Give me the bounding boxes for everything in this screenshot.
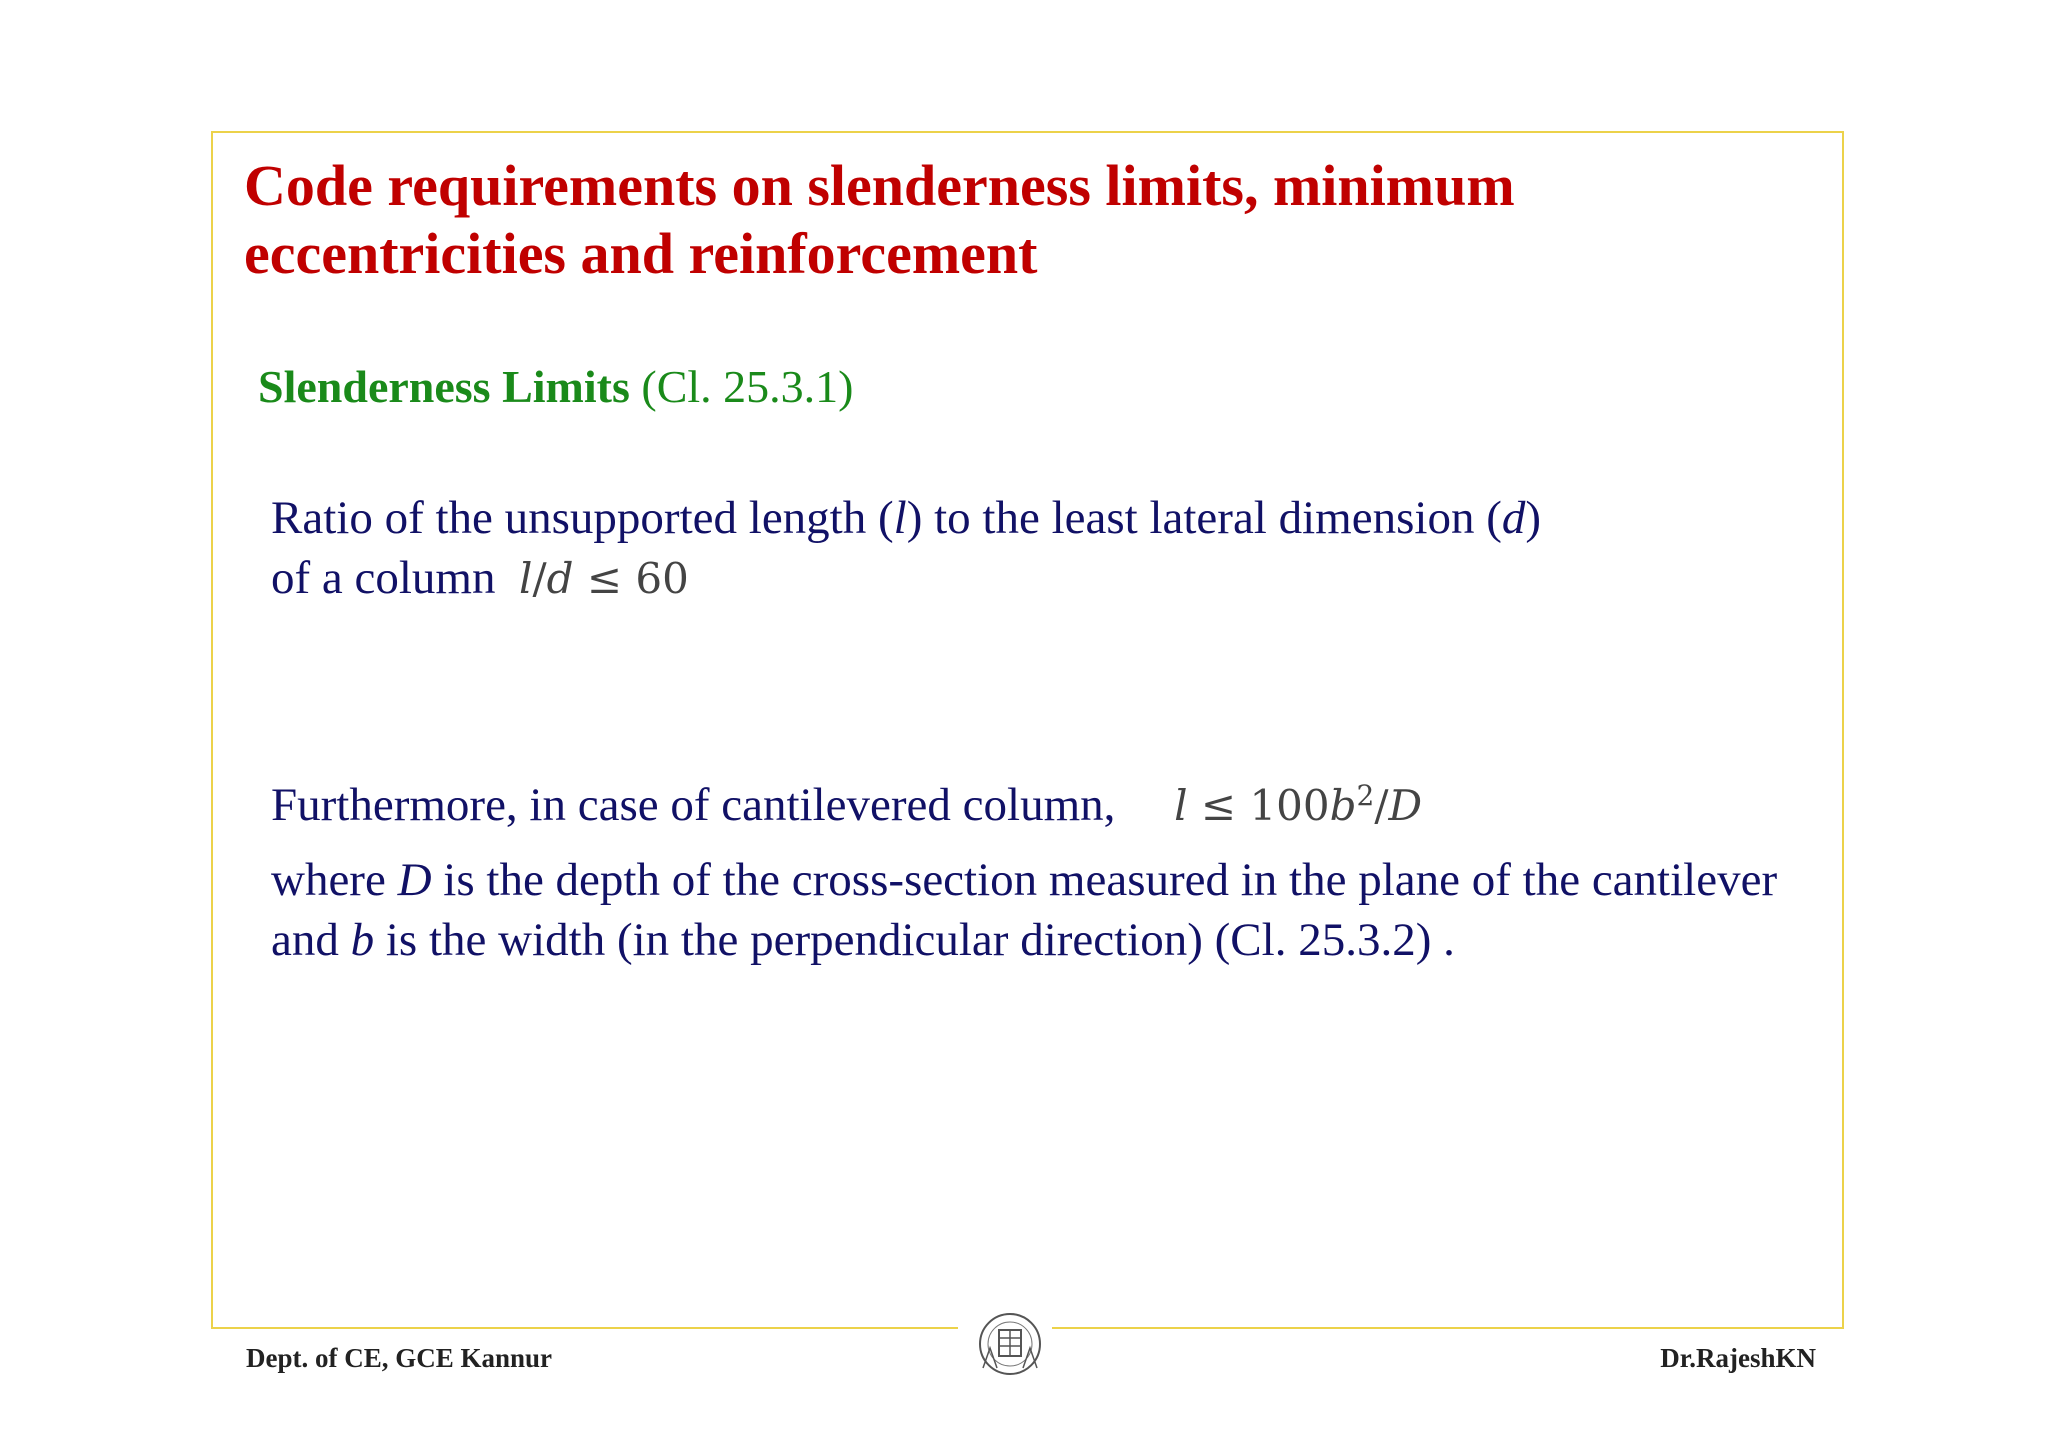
text-segment: Ratio of the unsupported length (: [271, 492, 894, 544]
text-segment: of a column: [271, 552, 496, 604]
paragraph-slenderness-ratio: [271, 488, 1771, 609]
text-segment: Furthermore, in case of cantilevered column,: [271, 779, 1116, 831]
formula-var-l: l: [519, 554, 533, 603]
text-segment: is the width (in the perpendicular direction) (Cl. 25.3.2) .: [374, 914, 1455, 966]
college-emblem-icon: [975, 1306, 1045, 1384]
text-segment: ) to the least lateral dimension (: [906, 492, 1502, 544]
text-segment: ): [1525, 492, 1542, 544]
formula-var-l: l: [1174, 781, 1188, 830]
formula-slash: /: [532, 554, 547, 603]
formula-exponent: 2: [1356, 779, 1375, 812]
section-heading: [258, 360, 853, 413]
section-clause: (Cl. 25.3.1): [641, 361, 854, 412]
formula-slash: /: [1374, 781, 1389, 830]
formula-coefficient: ≤ 100: [1187, 781, 1330, 830]
formula-limit: ≤ 60: [573, 554, 689, 603]
variable-l: l: [893, 492, 907, 544]
variable-d: d: [1501, 492, 1526, 544]
text-segment: is the depth of the cross-section measured in the plane of the cantilever and: [271, 854, 1778, 966]
paragraph-cantilever: [271, 766, 1422, 836]
footer-author: Dr.RajeshKN: [1660, 1343, 1816, 1373]
section-heading-label: Slenderness Limits: [258, 361, 630, 412]
text-segment: where: [271, 854, 398, 906]
footer-department: Dept. of CE, GCE Kannur: [246, 1343, 553, 1373]
slide-title: Code requirements on slenderness limits, minimum eccentricities and reinforcement: [244, 153, 1515, 286]
paragraph-definitions: [271, 850, 1791, 970]
variable-D: D: [397, 854, 432, 906]
variable-b: b: [350, 914, 375, 966]
formula-var-D: D: [1388, 781, 1423, 830]
formula-cantilever: [1174, 781, 1422, 830]
slide-frame: [211, 131, 1844, 1329]
formula-slenderness: [519, 554, 689, 603]
formula-var-b: b: [1329, 781, 1357, 830]
formula-var-d: d: [546, 554, 574, 603]
